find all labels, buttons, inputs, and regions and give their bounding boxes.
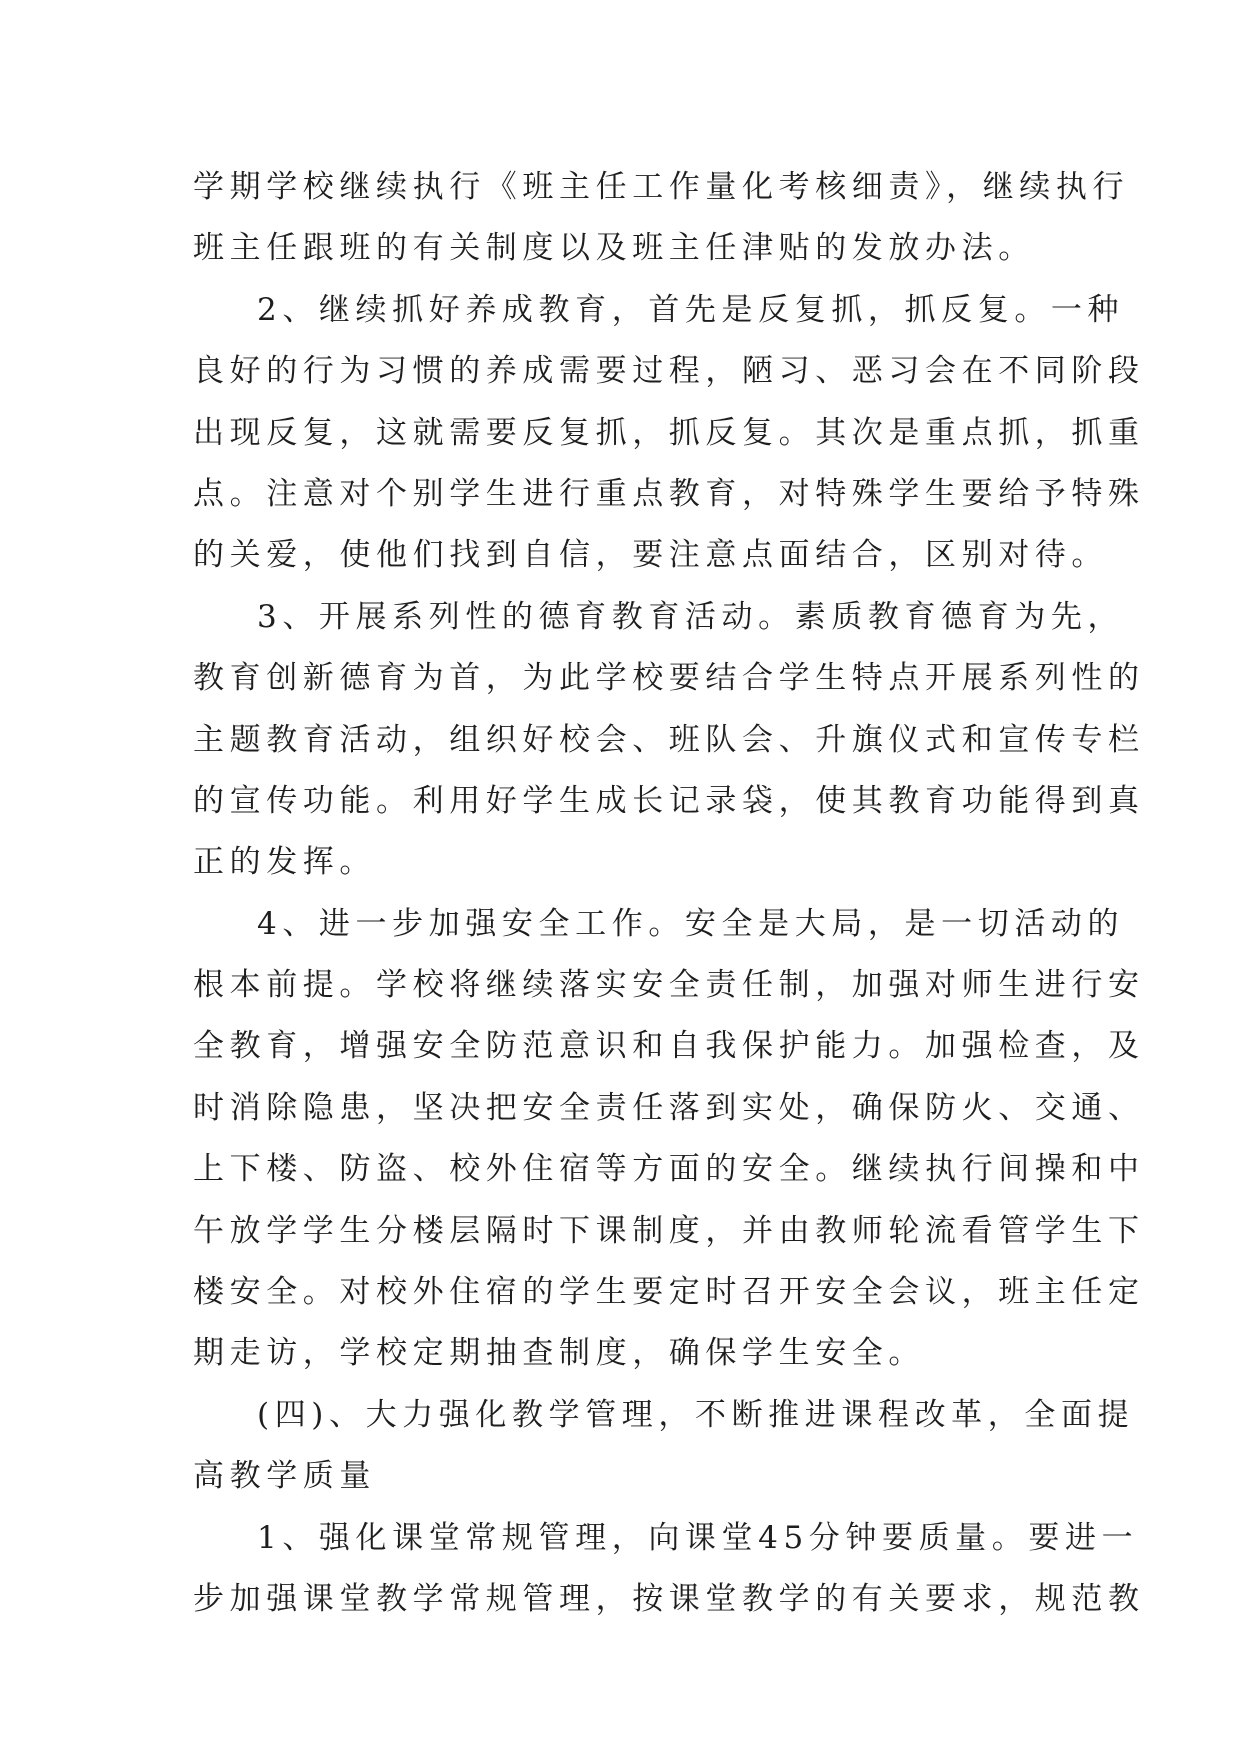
text-line: 时消除隐患，坚决把安全责任落到实处，确保防火、交通、	[193, 1089, 1145, 1126]
text-line: 1、强化课堂常规管理，向课堂45分钟要质量。要进一	[257, 1519, 1139, 1556]
text-line: 高教学质量	[193, 1458, 376, 1495]
text-line: 出现反复，这就需要反复抓，抓反复。其次是重点抓，抓重	[193, 414, 1145, 451]
body-text	[193, 157, 1145, 1630]
text-line: 步加强课堂教学常规管理，按课堂教学的有关要求，规范教	[193, 1580, 1145, 1617]
text-line: 的宣传功能。利用好学生成长记录袋，使其教育功能得到真	[193, 782, 1145, 819]
text-line: 全教育，增强安全防范意识和自我保护能力。加强检查，及	[193, 1028, 1145, 1065]
text-line: 学期学校继续执行《班主任工作量化考核细责》，继续执行	[193, 169, 1130, 205]
text-line: 教育创新德育为首，为此学校要结合学生特点开展系列性的	[193, 660, 1145, 697]
text-line: 期走访，学校定期抽查制度，确保学生安全。	[193, 1335, 925, 1372]
text-line: 2、继续抓好养成教育，首先是反复抓，抓反复。一种	[257, 291, 1125, 328]
text-line: 楼安全。对校外住宿的学生要定时召开安全会议，班主任定	[193, 1274, 1145, 1311]
text-line: 3、开展系列性的德育教育活动。素质教育德育为先，	[257, 598, 1125, 635]
text-line: (四)、大力强化教学管理，不断推进课程改革，全面提	[257, 1396, 1135, 1433]
text-line: 的关爱，使他们找到自信，要注意点面结合，区别对待。	[193, 537, 1108, 574]
text-line: 主题教育活动，组织好校会、班队会、升旗仪式和宣传专栏	[193, 721, 1145, 758]
text-line: 4、进一步加强安全工作。安全是大局，是一切活动的	[257, 905, 1125, 942]
text-line: 班主任跟班的有关制度以及班主任津贴的发放办法。	[193, 230, 1035, 267]
text-line: 午放学学生分楼层隔时下课制度，并由教师轮流看管学生下	[193, 1212, 1145, 1249]
text-line: 良好的行为习惯的养成需要过程，陋习、恶习会在不同阶段	[193, 353, 1145, 390]
text-line: 点。注意对个别学生进行重点教育，对特殊学生要给予特殊	[193, 475, 1145, 512]
text-line: 上下楼、防盗、校外住宿等方面的安全。继续执行间操和中	[193, 1151, 1145, 1188]
text-line: 根本前提。学校将继续落实安全责任制，加强对师生进行安	[193, 967, 1145, 1004]
text-line: 正的发挥。	[193, 844, 376, 881]
